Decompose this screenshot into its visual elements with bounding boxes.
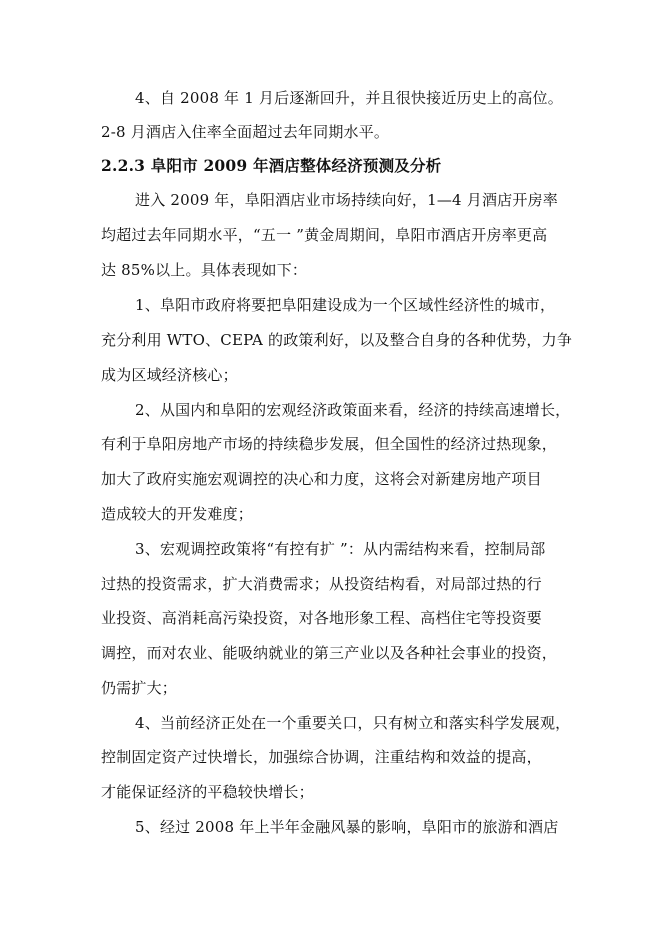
paragraph-line: 才能保证经济的平稳较快增长； — [101, 783, 314, 801]
paragraph-line: 4、当前经济正处在一个重要关口，只有树立和落实科学发展观， — [135, 714, 571, 732]
paragraph-line: 进入 2009 年，阜阳酒店业市场持续向好，1—4 月酒店开房率 — [135, 191, 558, 209]
paragraph-line: 成为区域经济核心； — [101, 366, 238, 384]
paragraph-line: 5、经过 2008 年上半年金融风暴的影响，阜阳市的旅游和酒店 — [135, 818, 559, 836]
section-heading: 2.2.3 阜阳市 2009 年酒店整体经济预测及分析 — [101, 156, 442, 175]
paragraph-line: 1、阜阳市政府将要把阜阳建设成为一个区域性经济性的城市， — [135, 296, 556, 314]
paragraph-line: 加大了政府实施宏观调控的决心和力度，这将会对新建房地产项目 — [101, 470, 542, 488]
paragraph-line: 过热的投资需求，扩大消费需求；从投资结构看，对局部过热的行 — [101, 575, 542, 593]
paragraph-line: 达 85%以上。具体表现如下： — [101, 261, 308, 279]
paragraph-line: 控制固定资产过快增长，加强综合协调，注重结构和效益的提高， — [101, 748, 542, 766]
paragraph-line: 2-8 月酒店入住率全面超过去年同期水平。 — [101, 123, 390, 141]
paragraph-line: 业投资、高消耗高污染投资，对各地形象工程、高档住宅等投资要 — [101, 609, 542, 627]
paragraph-line: 3、宏观调控政策将“有控有扩 ”：从内需结构来看，控制局部 — [135, 540, 546, 558]
paragraph-line: 仍需扩大； — [101, 679, 178, 697]
paragraph-line: 充分利用 WTO、CEPA 的政策利好，以及整合自身的各种优势，力争 — [101, 331, 573, 349]
paragraph-line: 均超过去年同期水平，“五一 ”黄金周期间，阜阳市酒店开房率更高 — [101, 226, 548, 244]
paragraph-line: 2、从国内和阜阳的宏观经济政策面来看，经济的持续高速增长， — [135, 401, 571, 419]
paragraph-line: 4、自 2008 年 1 月后逐渐回升，并且很快接近历史上的高位。 — [135, 89, 563, 107]
paragraph-line: 有利于阜阳房地产市场的持续稳步发展，但全国性的经济过热现象， — [101, 435, 558, 453]
paragraph-line: 造成较大的开发难度； — [101, 505, 254, 523]
paragraph-line: 调控，而对农业、能吸纳就业的第三产业以及各种社会事业的投资， — [101, 644, 558, 662]
